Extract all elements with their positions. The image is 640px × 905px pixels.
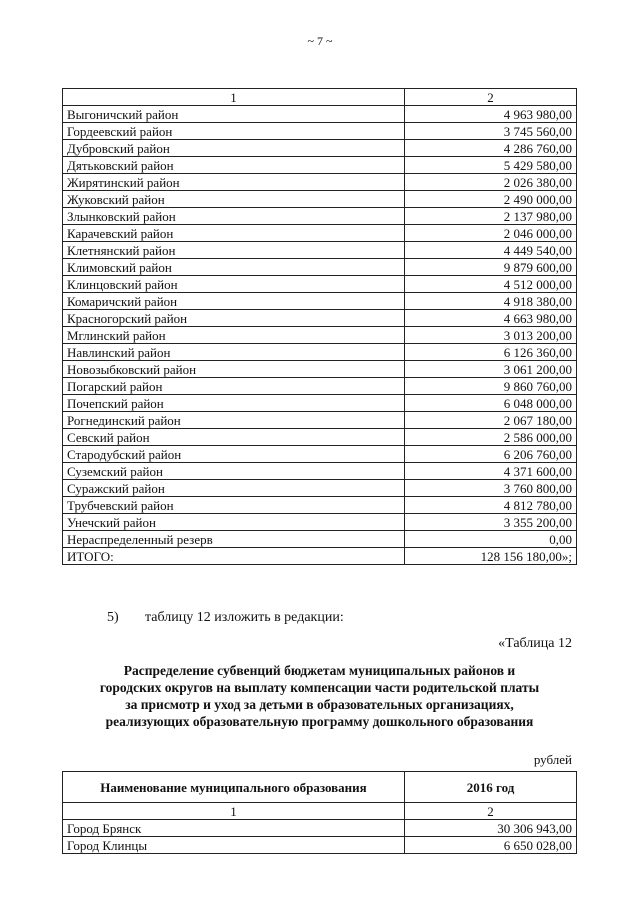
- municipality-name: Дятьковский район: [63, 157, 405, 174]
- table-row: [63, 497, 577, 514]
- municipality-name: Мглинский район: [63, 327, 405, 344]
- amount-value: 2 026 380,00: [405, 174, 577, 191]
- municipality-name: Унечский район: [63, 514, 405, 531]
- amount-value: 9 860 760,00: [405, 378, 577, 395]
- amount-value: 0,00: [405, 531, 577, 548]
- amendment-item: [107, 610, 344, 626]
- municipality-name: Почепский район: [63, 395, 405, 412]
- amount-value: 2 490 000,00: [405, 191, 577, 208]
- item-text: таблицу 12 изложить в редакции:: [145, 610, 344, 625]
- amount-value: 3 061 200,00: [405, 361, 577, 378]
- amount-value: 4 371 600,00: [405, 463, 577, 480]
- page-number: ~ 7 ~: [307, 34, 333, 48]
- table-row: [63, 208, 577, 225]
- amount-value: 3 760 800,00: [405, 480, 577, 497]
- title-line: Распределение субвенций бюджетам муниципальных районов и: [123, 663, 516, 678]
- amount-value: 4 963 980,00: [405, 106, 577, 123]
- table-row: [63, 157, 577, 174]
- header-row: [63, 772, 577, 803]
- amount-value: 2 137 980,00: [405, 208, 577, 225]
- amount-value: 5 429 580,00: [405, 157, 577, 174]
- municipality-name: Клетнянский район: [63, 242, 405, 259]
- table-row: [63, 480, 577, 497]
- table-row: [63, 293, 577, 310]
- amount-value: 3 355 200,00: [405, 514, 577, 531]
- amount-value: 4 449 540,00: [405, 242, 577, 259]
- municipality-name: ИТОГО:: [63, 548, 405, 565]
- municipality-name: Карачевский район: [63, 225, 405, 242]
- municipality-name: Дубровский район: [63, 140, 405, 157]
- amount-value: 2 586 000,00: [405, 429, 577, 446]
- title-line: за присмотр и уход за детьми в образовательных организациях,: [125, 697, 514, 712]
- table-12: [62, 771, 577, 854]
- table-row: [63, 191, 577, 208]
- table-row: [63, 259, 577, 276]
- subvention-table-continued: [62, 88, 577, 565]
- amount-value: 3 013 200,00: [405, 327, 577, 344]
- column-number-2: 2: [405, 803, 577, 820]
- municipality-name: Новозыбковский район: [63, 361, 405, 378]
- municipality-name: Город Брянск: [63, 820, 405, 837]
- amount-value: 3 745 560,00: [405, 123, 577, 140]
- column-number-1: 1: [63, 89, 405, 106]
- table-row: [63, 123, 577, 140]
- table-row: [63, 242, 577, 259]
- municipality-name: Навлинский район: [63, 344, 405, 361]
- unit-label: рублей: [533, 752, 572, 767]
- column-number-1: 1: [63, 803, 405, 820]
- municipality-name: Злынковский район: [63, 208, 405, 225]
- column-number-row: [63, 89, 577, 106]
- amount-value: 4 812 780,00: [405, 497, 577, 514]
- table-row: [63, 820, 577, 837]
- title-line: реализующих образовательную программу дошкольного образования: [105, 714, 534, 729]
- amount-value: 4 512 000,00: [405, 276, 577, 293]
- municipality-name: Климовский район: [63, 259, 405, 276]
- municipality-name: Стародубский район: [63, 446, 405, 463]
- municipality-name: Жирятинский район: [63, 174, 405, 191]
- column-number-row: [63, 803, 577, 820]
- municipality-name: Комаричский район: [63, 293, 405, 310]
- amount-value: 30 306 943,00: [405, 820, 577, 837]
- table-row: [63, 225, 577, 242]
- amount-value: 6 206 760,00: [405, 446, 577, 463]
- table-row: [63, 310, 577, 327]
- amount-value: 4 286 760,00: [405, 140, 577, 157]
- municipality-name: Суземский район: [63, 463, 405, 480]
- amount-value: 9 879 600,00: [405, 259, 577, 276]
- table-row: [63, 361, 577, 378]
- municipality-name: Рогнединский район: [63, 412, 405, 429]
- table-title: [62, 662, 577, 730]
- table-row: [63, 174, 577, 191]
- amount-value: 2 067 180,00: [405, 412, 577, 429]
- amount-value: 2 046 000,00: [405, 225, 577, 242]
- table-row: [63, 276, 577, 293]
- municipality-name: Погарский район: [63, 378, 405, 395]
- amount-value: 4 918 380,00: [405, 293, 577, 310]
- table-row: [63, 514, 577, 531]
- amount-value: 6 650 028,00: [405, 837, 577, 854]
- table-row: [63, 395, 577, 412]
- municipality-name: Гордеевский район: [63, 123, 405, 140]
- table-row: [63, 327, 577, 344]
- table-row: [63, 463, 577, 480]
- header-municipality: Наименование муниципального образования: [63, 772, 405, 803]
- table-row: [63, 446, 577, 463]
- municipality-name: Жуковский район: [63, 191, 405, 208]
- table-row: [63, 837, 577, 854]
- municipality-name: Нераспределенный резерв: [63, 531, 405, 548]
- table-row: [63, 344, 577, 361]
- municipality-name: Севский район: [63, 429, 405, 446]
- table-row: [63, 140, 577, 157]
- amount-value: 6 126 360,00: [405, 344, 577, 361]
- municipality-name: Город Клинцы: [63, 837, 405, 854]
- table-row: [63, 378, 577, 395]
- table-row: [63, 429, 577, 446]
- municipality-name: Клинцовский район: [63, 276, 405, 293]
- municipality-name: Суражский район: [63, 480, 405, 497]
- table-row: [63, 106, 577, 123]
- amount-value: 128 156 180,00»;: [405, 548, 577, 565]
- table-reference: «Таблица 12: [498, 636, 572, 651]
- header-year: 2016 год: [405, 772, 577, 803]
- table-row: [63, 531, 577, 548]
- amount-value: 6 048 000,00: [405, 395, 577, 412]
- municipality-name: Красногорский район: [63, 310, 405, 327]
- municipality-name: Выгоничский район: [63, 106, 405, 123]
- item-number: 5): [107, 610, 119, 625]
- municipality-name: Трубчевский район: [63, 497, 405, 514]
- amount-value: 4 663 980,00: [405, 310, 577, 327]
- table-row: [63, 548, 577, 565]
- title-line: городских округов на выплату компенсации части родительской платы: [99, 680, 540, 695]
- table-row: [63, 412, 577, 429]
- column-number-2: 2: [405, 89, 577, 106]
